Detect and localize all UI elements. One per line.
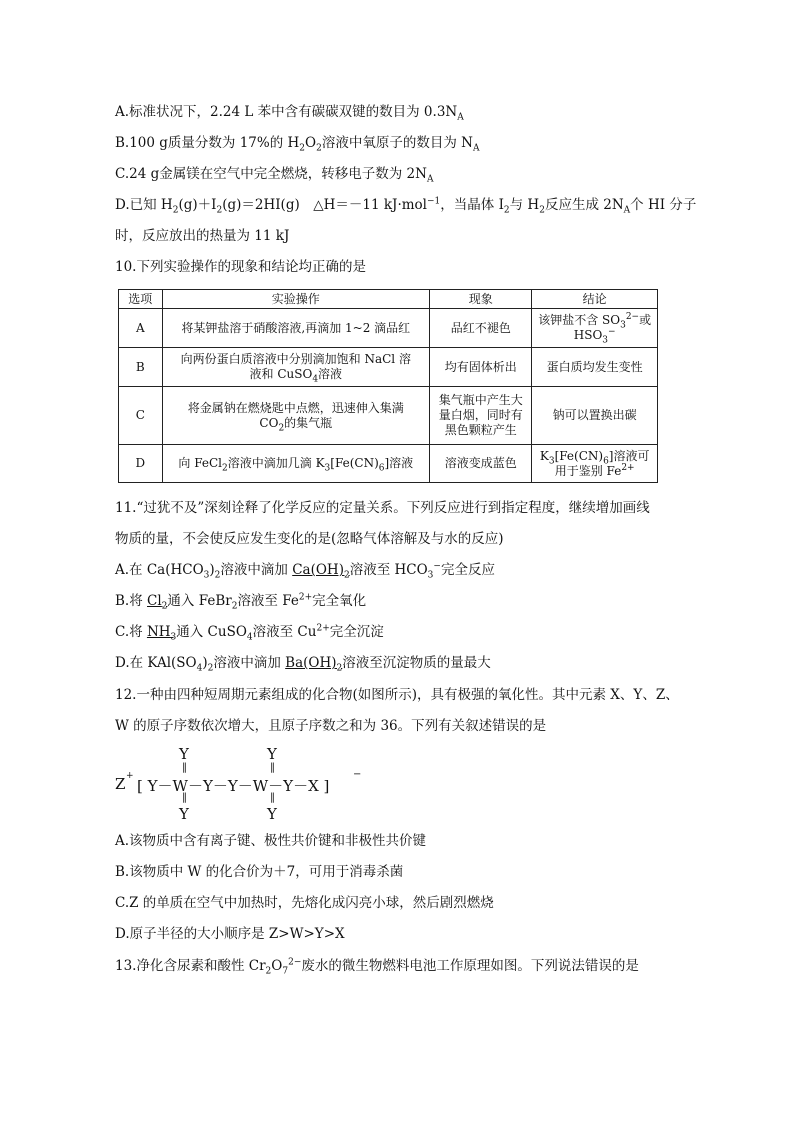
header-phenomenon: 现象 [430,290,532,309]
row-c-op-a: 将金属钠在燃烧匙中点燃，迅速伸入集满 [187,400,404,415]
q12-option-b [115,863,403,881]
q13-pre: 13.净化含尿素和酸性 Cr [115,958,266,974]
q9-c-sub: A [426,174,434,185]
q11-stem-1 [115,499,650,517]
row-d-op-c: [Fe(CN) [330,456,379,470]
q11-b-u: Cl [147,593,162,609]
row-a-sub2: 3 [602,335,609,346]
row-b-phenomenon: 均有固体析出 [430,348,532,387]
row-a-concl-b: 或 [639,313,652,327]
q11-b-sub1: 2 [161,601,168,612]
q11-d-mid: ) [202,655,208,671]
row-c-op-c: 的集气瓶 [284,415,333,430]
row-d-concl-c: ]溶液可 [608,448,650,463]
row-d-op-a: 向 FeCl [178,456,223,470]
table-row [119,309,658,348]
q11-d-mid2: 溶液中滴加 [213,655,286,671]
q11-c-mid2: 溶液至 Cu [252,624,317,640]
row-a-sub1: 3 [620,320,626,331]
q11-a-u: Ca(OH) [292,562,344,578]
q11-c-underlined [146,624,177,643]
q11-a-sub3: 2 [343,570,350,581]
q11-a-sub1: 3 [203,570,210,581]
row-b-op-b: 液和 CuSO [249,367,313,381]
q11-b-sub2: 2 [231,601,238,612]
q9-d-mid2: (g)＝2HI(g) △H＝－11 kJ·mol [222,197,427,213]
table-header-row [119,290,658,309]
q9-d-sub5: A [623,205,631,216]
row-d-concl-d: 用于鉴别 Fe [554,463,622,478]
experiment-table [118,289,658,483]
q11-d-pre: D.在 KAl(SO [115,655,197,671]
q11-a-post: 溶液至 HCO [349,562,428,578]
row-b-op-c: 溶液 [318,367,343,381]
struct-z-charge: + [126,771,134,781]
q11-stem-2 [115,530,504,548]
q9-d-sub4: 2 [539,205,545,216]
q11-a-sup: − [433,561,441,572]
q11-c-sub2: 4 [246,632,253,643]
q11-option-c [115,623,384,641]
row-c-sub: 2 [278,422,285,433]
q9-b-post: 溶液中氧原子的数目为 N [321,135,473,151]
q9-option-b [115,134,479,152]
q9-d-sub2: 2 [216,205,223,216]
q9-d2-text: 时，反应放出的热量为 11 kJ [115,228,290,244]
row-d-concl-a: K [539,448,549,463]
q11-a-sub4: 3 [427,570,434,581]
q12-b-text: B.该物质中 W 的化合价为＋7，可用于消毒杀菌 [115,864,404,880]
row-b-option: B [119,348,163,387]
q11-option-a [115,561,495,579]
header-option: 选项 [119,290,163,309]
q9-d-mid3: ，当晶体 I [440,197,504,213]
q12-stem2-text: W 的原子序数依次增大，且原子序数之和为 36。下列有关叙述错误的是 [115,718,547,734]
row-d-sub1: 2 [222,463,228,474]
q11-b-pre: B.将 [115,593,148,609]
q11-stem2-text: 物质的量，不会使反应发生变化的是(忽略气体溶解及与水的反应) [115,531,504,547]
row-c-phen-a: 集气瓶中产生大 [438,393,523,407]
q9-option-d-cont [115,227,289,245]
row-d-op-b: 溶液中滴加几滴 K [227,456,325,470]
q12-a-text: A.该物质中含有离子键、极性共价键和非极性共价键 [115,833,427,849]
q13-sub2: 7 [282,966,289,977]
struct-double-bond-top-1: ‖ [182,762,187,773]
q13-stem [115,957,639,975]
q9-option-c [115,165,433,183]
q9-d-sup: −1 [427,196,441,207]
q12-d-text: D.原子半径的大小顺序是 Z>W>Y>X [115,926,345,942]
row-a-sup2: − [608,327,616,337]
q12-stem-1 [115,686,679,704]
q12-stem-2 [115,717,546,735]
q10-stem [115,258,366,276]
q9-b-mid: O [305,135,317,151]
q11-a-mid2: 溶液中滴加 [220,562,293,578]
q11-option-b [115,592,366,610]
struct-main-chain: [ Y－W－Y－Y－W－Y－X ] [137,777,330,795]
row-c-phen-b: 量白烟，同时有 [438,408,523,422]
q10-stem-text: 10.下列实验操作的现象和结论均正确的是 [115,259,366,275]
row-d-option: D [119,445,163,483]
struct-y-bottom-1: Y [179,805,189,823]
table-row [119,445,658,483]
row-a-concl-a: 该钾盐不含 SO [538,313,621,327]
q11-a-underlined [292,562,350,581]
row-d-sub4: 3 [548,455,555,466]
row-d-sub5: 6 [603,455,609,466]
row-c-phen-c: 黑色颗粒产生 [444,423,517,437]
row-a-sup1: 2− [625,312,640,322]
q9-d-mid5: 反应生成 2N [544,197,624,213]
q11-b-underlined [147,593,168,612]
q9-d-mid4: 与 H [509,197,540,213]
row-c-op-b: CO [259,415,279,430]
row-d-conclusion [532,445,658,483]
struct-z: Z [115,775,126,793]
header-conclusion: 结论 [532,290,658,309]
row-c-conclusion: 钠可以置换出碳 [532,387,658,445]
q11-stem1-text: 11.“过犹不及”深刻诠释了化学反应的定量关系。下列反应进行到指定程度，继续增加画线 [115,500,650,516]
row-d-sub2: 3 [324,463,331,474]
q11-c-pre: C.将 [115,624,147,640]
struct-y-bottom-2: Y [267,805,277,823]
q12-c-text: C.Z 的单质在空气中加热时，先熔化成闪亮小球，然后剧烈燃烧 [115,895,494,911]
row-b-op-a: 向两份蛋白质溶液中分别滴加饱和 NaCl 溶 [180,352,411,366]
row-a-conclusion [532,309,658,348]
q9-b-sub3: A [472,143,480,154]
struct-double-bond-bottom-2: ‖ [270,792,275,803]
q9-b-sub2: 2 [316,143,322,154]
q11-b-mid2: 溶液至 Fe [237,593,299,609]
q11-a-end: 完全反应 [440,562,495,578]
q13-sup: 2− [288,957,302,968]
struct-y-top-2: Y [267,745,277,763]
q11-b-sup: 2+ [298,592,313,603]
row-a-phenomenon: 品红不褪色 [430,309,532,348]
q9-c-text: C.24 g金属镁在空气中完全燃烧，转移电子数为 2N [115,166,427,182]
q9-d-post: 个 HI 分子 [630,197,697,213]
q12-option-c [115,894,494,912]
q13-sub1: 2 [265,966,272,977]
row-d-op-d: ]溶液 [384,456,414,470]
q9-a-sub: A [457,112,464,123]
row-b-sub: 4 [312,374,319,385]
row-c-phenomenon [430,387,532,445]
struct-double-bond-bottom-1: ‖ [182,792,187,803]
struct-charge: − [353,769,362,780]
q9-a-text: A.标准状况下，2.24 L 苯中含有碳碳双键的数目为 0.3N [115,104,458,120]
row-d-operation [162,445,429,483]
row-c-operation [162,387,429,445]
q9-option-d [115,196,696,214]
q9-option-a [115,103,464,121]
row-d-concl-b: [Fe(CN) [554,448,604,463]
q11-c-u: NH [146,624,171,640]
q9-d-mid1: (g)＋I [178,197,217,213]
q12-option-d [115,925,345,943]
q12-stem1-text: 12.一种由四种短周期元素组成的化合物(如图所示)，具有极强的氧化性。其中元素 X、Y、Z、 [115,687,679,703]
table-row [119,348,658,387]
q11-option-d [115,654,491,672]
q9-b-sub1: 2 [299,143,306,154]
q9-d-pre: D.已知 H [115,197,173,213]
q11-d-underlined [285,655,343,674]
row-d-sup: 2+ [621,462,635,473]
struct-double-bond-top-2: ‖ [270,762,275,773]
struct-y-top-1: Y [179,745,189,763]
row-b-conclusion: 蛋白质均发生变性 [532,348,658,387]
row-a-concl-c: HSO [573,328,603,342]
q11-b-end: 完全氧化 [312,593,367,609]
q11-d-sub2: 2 [207,663,214,674]
q9-d-sub3: 2 [503,205,510,216]
q11-a-sub2: 2 [214,570,221,581]
table-row [119,387,658,445]
row-a-operation: 将某钾盐溶于硝酸溶液,再滴加 1~2 滴品红 [162,309,429,348]
q11-c-sup: 2+ [316,623,330,634]
q11-d-sub1: 4 [196,663,203,674]
row-d-sub3: 6 [378,463,385,474]
row-c-option: C [119,387,163,445]
q11-d-u: Ba(OH) [285,655,337,671]
q11-c-mid: 通入 CuSO [176,624,247,640]
q11-c-sub1: 3 [170,632,177,643]
q9-b-pre: B.100 g质量分数为 17%的 H [115,135,300,151]
header-operation: 实验操作 [162,290,429,309]
row-a-option: A [119,309,163,348]
row-b-operation [162,348,429,387]
q11-d-sub3: 2 [336,663,343,674]
q11-b-mid: 通入 FeBr [167,593,232,609]
q12-option-a [115,832,426,850]
row-d-phenomenon: 溶液变成蓝色 [430,445,532,483]
q11-c-end: 完全沉淀 [329,624,384,640]
structure-diagram [115,745,375,825]
q11-a-pre: A.在 Ca(HCO [115,562,204,578]
q13-mid: O [271,958,283,974]
q13-post: 废水的微生物燃料电池工作原理如图。下列说法错误的是 [301,958,639,974]
q9-d-sub1: 2 [172,205,179,216]
q11-a-mid: ) [209,562,215,578]
q11-d-end: 溶液至沉淀物质的量最大 [342,655,491,671]
